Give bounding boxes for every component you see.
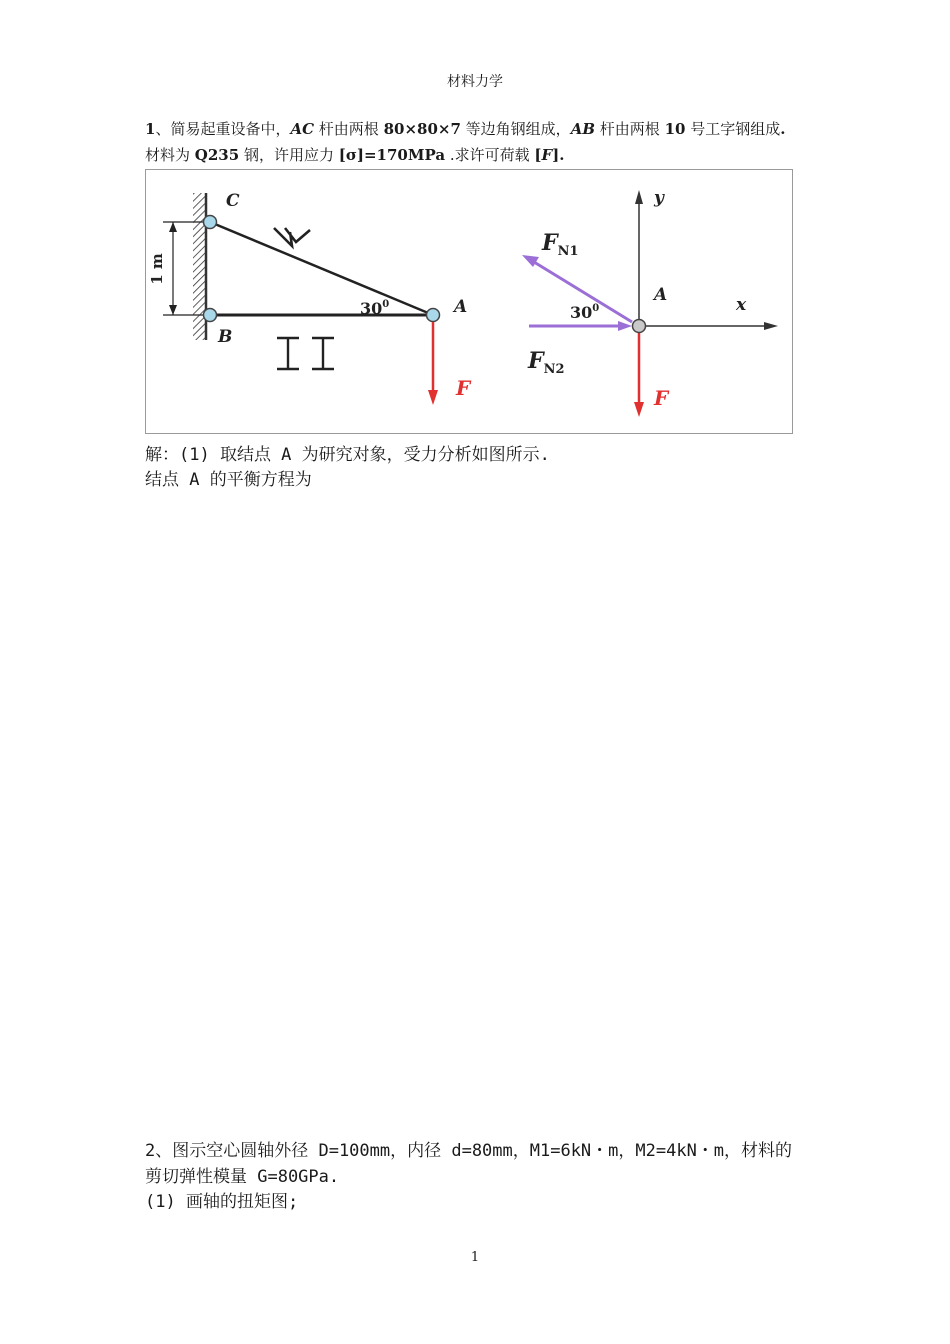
load-arrow-head <box>428 390 438 405</box>
text: ]. <box>552 146 565 164</box>
problem-2-line-3: (1) 画轴的扭矩图; <box>145 1192 299 1212</box>
fn2-arrow-head <box>618 321 632 331</box>
label-b: B <box>218 327 233 347</box>
problem-2-line-1: 2、图示空心圆轴外径 D=100mm，内径 d=80mm，M1=6kN・m，M2=4kN・m，材料的 <box>145 1141 793 1161</box>
material-grade: Q235 <box>194 146 240 164</box>
joint-b <box>204 309 217 322</box>
i-beam-icon <box>277 338 334 369</box>
page-header: 材料力学 <box>447 74 503 90</box>
angle-label-fbd: $30^0$ <box>570 303 600 322</box>
text: 、简易起重设备中， <box>155 120 291 138</box>
label-x: x <box>736 295 747 315</box>
text: 钢，许用应力 <box>239 146 339 164</box>
problem-1-line-2 <box>145 144 564 165</box>
crane-diagram <box>146 170 792 433</box>
solution-line-1: 解：(1) 取结点 A 为研究对象，受力分析如图所示. <box>145 445 550 465</box>
label-fn1: $F_{N1}$ <box>542 230 579 259</box>
problem-1-line-1 <box>145 118 785 139</box>
rod-ac: AC <box>290 120 315 138</box>
load-symbol: F <box>541 146 553 164</box>
page-number: 1 <box>470 1250 480 1265</box>
angle-steel-spec: 80×80×7 <box>383 120 461 138</box>
angle-steel-icon <box>274 228 310 246</box>
text: 等边角钢组成， <box>460 120 571 138</box>
problem-number: 1 <box>145 120 156 138</box>
joint-a <box>427 309 440 322</box>
dim-arrow-down <box>169 305 177 315</box>
x-axis-arrow <box>764 322 778 330</box>
label-a-fbd: A <box>654 285 668 305</box>
text: [ <box>534 146 542 164</box>
crane-figure <box>145 169 793 434</box>
rod-ac-line <box>210 222 433 315</box>
node-a <box>633 320 646 333</box>
text: . <box>780 120 786 138</box>
y-axis-arrow <box>635 190 643 204</box>
i-beam-number: 10 <box>664 120 686 138</box>
text: 杆由两根 <box>314 120 384 138</box>
problem-2-line-2: 剪切弹性模量 G=80GPa. <box>145 1167 340 1187</box>
text: 材料为 <box>145 146 195 164</box>
joint-c <box>204 216 217 229</box>
angle-label: $30^0$ <box>360 299 390 318</box>
f2-arrow-head <box>634 402 644 417</box>
label-fn2: $F_{N2}$ <box>528 348 565 377</box>
dim-label: 1 m <box>148 253 166 285</box>
text: 号工字钢组成 <box>685 120 781 138</box>
label-f-fbd: F <box>654 386 669 410</box>
label-a: A <box>454 297 468 317</box>
text: .求许可荷载 <box>445 146 535 164</box>
label-f: F <box>456 376 471 400</box>
rod-ab: AB <box>570 120 596 138</box>
allowable-stress: [σ]=170MPa <box>338 146 446 164</box>
label-c: C <box>226 191 240 211</box>
dim-arrow-up <box>169 222 177 232</box>
label-y: y <box>654 188 664 208</box>
solution-line-2: 结点 A 的平衡方程为 <box>145 470 312 490</box>
text: 杆由两根 <box>595 120 665 138</box>
